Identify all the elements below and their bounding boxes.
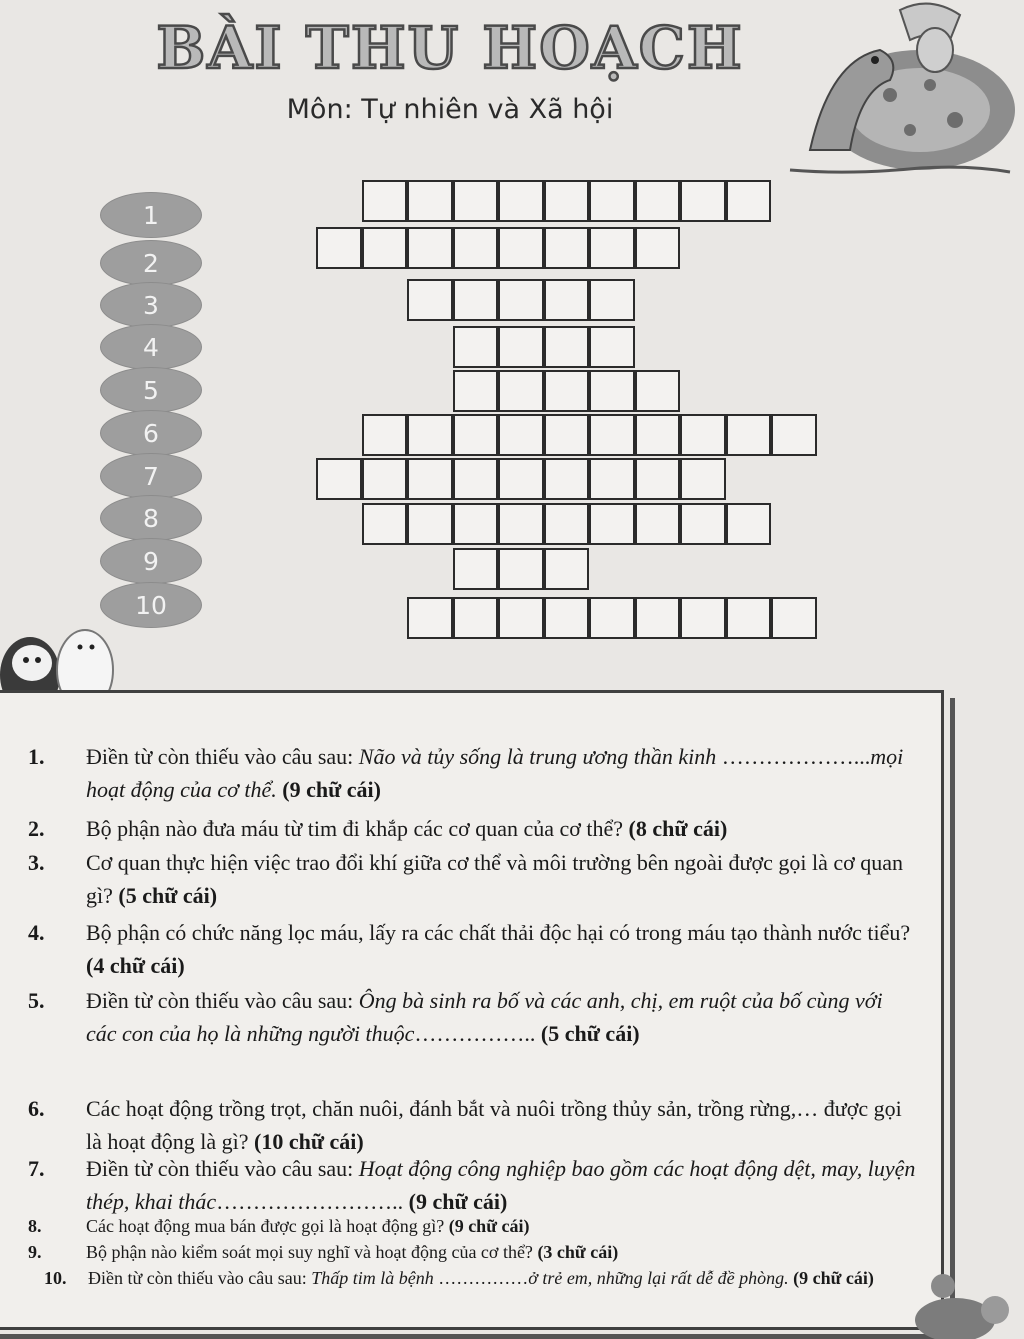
crossword-cell[interactable] [544, 458, 590, 500]
clue-10 [44, 1266, 944, 1314]
crossword-cell[interactable] [407, 458, 453, 500]
dinosaur-illustration [770, 0, 1024, 185]
clue-text-part-a: Cơ quan thực hiện việc trao đổi khí giữa cơ thể và môi trường bên ngoài được gọi là cơ quan gì? [86, 850, 903, 908]
crossword-cell[interactable] [362, 503, 408, 545]
crossword-cell[interactable] [453, 597, 499, 639]
row-number-4: 4 [100, 324, 202, 370]
clue-number: 5. [28, 988, 45, 1013]
clue-text [86, 1214, 916, 1238]
crossword-cell[interactable] [407, 227, 453, 269]
subject-subtitle: Môn: Tự nhiên và Xã hội [286, 94, 614, 125]
crossword-cell[interactable] [680, 180, 726, 222]
row-number-3: 3 [100, 282, 202, 328]
crossword-cell[interactable] [544, 597, 590, 639]
crossword-cell[interactable] [589, 458, 635, 500]
crossword-cell[interactable] [589, 279, 635, 321]
clue-text-part-e: (9 chữ cái) [448, 1216, 530, 1236]
crossword-cell[interactable] [635, 227, 681, 269]
crossword-cell[interactable] [362, 458, 408, 500]
clue-text-part-e: (3 chữ cái) [537, 1242, 619, 1262]
crossword-cell[interactable] [498, 548, 544, 590]
crossword-cell[interactable] [453, 414, 499, 456]
clue-text-part-b: Thấp tim là bệnh [311, 1268, 439, 1288]
clue-text-part-e: (8 chữ cái) [628, 816, 728, 841]
crossword-cell[interactable] [589, 414, 635, 456]
clue-9 [28, 1240, 928, 1264]
clue-6 [28, 1092, 928, 1158]
clue-text-part-a: Các hoạt động mua bán được gọi là hoạt động gì? [86, 1216, 449, 1236]
crossword-cell[interactable] [635, 458, 681, 500]
crossword-cell[interactable] [544, 180, 590, 222]
clue-text-part-a: Bộ phận nào đưa máu từ tim đi khắp các cơ quan của cơ thể? [86, 816, 629, 841]
crossword-cell[interactable] [589, 370, 635, 412]
clue-3 [28, 846, 928, 912]
crossword-cell[interactable] [635, 503, 681, 545]
crossword-cell[interactable] [726, 597, 772, 639]
crossword-cell[interactable] [680, 503, 726, 545]
clue-text [86, 1152, 916, 1218]
clue-text-part-a: Điền từ còn thiếu vào câu sau: [86, 1156, 359, 1181]
clue-number: 2. [28, 816, 45, 841]
crossword-cell[interactable] [407, 180, 453, 222]
clue-text [88, 1266, 928, 1290]
clue-text-part-c: ………………... [721, 744, 871, 769]
clue-text [86, 740, 916, 806]
clue-text-part-d: mọi hoạt động của cơ thể. [86, 744, 904, 802]
crossword-cell[interactable] [453, 180, 499, 222]
clue-text [86, 916, 916, 982]
clue-text [86, 984, 916, 1050]
clue-text [86, 1240, 916, 1264]
crossword-cell[interactable] [589, 326, 635, 368]
clue-number: 6. [28, 1096, 45, 1121]
crossword-cell[interactable] [498, 597, 544, 639]
crossword-cell[interactable] [771, 597, 817, 639]
clue-text [86, 846, 916, 912]
crossword-cell[interactable] [407, 597, 453, 639]
clue-text-part-a: Điền từ còn thiếu vào câu sau: [88, 1268, 312, 1288]
crossword-cell[interactable] [544, 370, 590, 412]
crossword-cell[interactable] [453, 370, 499, 412]
clue-number: 9. [28, 1242, 42, 1262]
clue-text [86, 1092, 916, 1158]
clue-text-part-d: ở trẻ em, những lại rất dễ đề phòng. [528, 1268, 789, 1288]
crossword-cell[interactable] [726, 503, 772, 545]
clue-1 [28, 740, 928, 806]
clue-text-part-c: …………….. [414, 1021, 536, 1046]
crossword-cell[interactable] [498, 503, 544, 545]
row-number-10: 10 [100, 582, 202, 628]
crossword-cell[interactable] [407, 503, 453, 545]
crossword-cell[interactable] [453, 503, 499, 545]
clue-2 [28, 812, 928, 845]
crossword-cell[interactable] [635, 597, 681, 639]
crossword-cell[interactable] [362, 227, 408, 269]
clue-5 [28, 984, 928, 1083]
crossword-cell[interactable] [453, 279, 499, 321]
crossword-cell[interactable] [362, 180, 408, 222]
crossword-cell[interactable] [453, 548, 499, 590]
row-number-1: 1 [100, 192, 202, 238]
worksheet-title: BÀI THU HOẠCH [156, 14, 744, 82]
crossword-cell[interactable] [635, 180, 681, 222]
clue-7 [28, 1152, 928, 1212]
clue-text-part-c: …………… [438, 1268, 529, 1288]
row-number-9: 9 [100, 538, 202, 584]
clue-text-part-c: …………………….. [216, 1189, 404, 1214]
row-number-7: 7 [100, 453, 202, 499]
crossword-cell[interactable] [635, 370, 681, 412]
crossword-cell[interactable] [726, 414, 772, 456]
clue-text-part-e: (5 chữ cái) [535, 1021, 640, 1046]
crossword-cell[interactable] [316, 458, 362, 500]
crossword-cell[interactable] [680, 414, 726, 456]
crossword-cell[interactable] [680, 597, 726, 639]
crossword-cell[interactable] [453, 227, 499, 269]
crossword-cell[interactable] [589, 597, 635, 639]
crossword-cell[interactable] [589, 227, 635, 269]
clue-number: 1. [28, 744, 45, 769]
crossword-cell[interactable] [544, 279, 590, 321]
clue-4 [28, 916, 928, 982]
crossword-cell[interactable] [498, 326, 544, 368]
critter-illustration [905, 1270, 1024, 1339]
clue-number: 8. [28, 1216, 42, 1236]
clue-number: 3. [28, 850, 45, 875]
clue-text-part-a: Các hoạt động trồng trọt, chăn nuôi, đánh bắt và nuôi trồng thủy sản, trồng rừng,… được gọi là hoạt động là gì? [86, 1096, 902, 1154]
crossword-cell[interactable] [316, 227, 362, 269]
clue-text-part-e: (10 chữ cái) [254, 1129, 364, 1154]
crossword-cell[interactable] [498, 227, 544, 269]
clue-text-part-a: Bộ phận nào kiểm soát mọi suy nghĩ và hoạt động của cơ thể? [86, 1242, 538, 1262]
clue-text-part-a: Bộ phận có chức năng lọc máu, lấy ra các chất thải độc hại có trong máu tạo thành nước tiểu? [86, 920, 911, 945]
row-number-8: 8 [100, 495, 202, 541]
crossword-cell[interactable] [544, 503, 590, 545]
clue-text-part-e: (9 chữ cái) [403, 1189, 508, 1214]
crossword-cell[interactable] [453, 326, 499, 368]
crossword-cell[interactable] [544, 326, 590, 368]
crossword-cell[interactable] [544, 414, 590, 456]
crossword-cell[interactable] [726, 180, 772, 222]
crossword-cell[interactable] [407, 414, 453, 456]
clue-text-part-b: Não và tủy sống là trung ương thần kinh [358, 744, 722, 769]
crossword-cell[interactable] [635, 414, 681, 456]
clue-text-part-b: Ông bà sinh ra bố và các anh, chị, em ruột của bố cùng với các con của họ là những người thuộc [86, 988, 883, 1046]
clue-text-part-e: (4 chữ cái) [86, 953, 185, 978]
clue-number: 10. [44, 1268, 67, 1288]
crossword-cell[interactable] [407, 279, 453, 321]
clue-text-part-a: Điền từ còn thiếu vào câu sau: [86, 988, 359, 1013]
clue-number: 4. [28, 920, 45, 945]
crossword-cell[interactable] [771, 414, 817, 456]
crossword-cell[interactable] [453, 458, 499, 500]
crossword-cell[interactable] [589, 503, 635, 545]
crossword-cell[interactable] [498, 279, 544, 321]
clue-text-part-b: Hoạt động công nghiệp bao gồm các hoạt động dệt, may, luyện thép, khai thác [86, 1156, 916, 1214]
crossword-cell[interactable] [498, 414, 544, 456]
crossword-cell[interactable] [589, 180, 635, 222]
crossword-cell[interactable] [362, 414, 408, 456]
clue-text-part-e: (9 chữ cái) [276, 777, 381, 802]
row-number-2: 2 [100, 240, 202, 286]
row-number-5: 5 [100, 367, 202, 413]
crossword-cell[interactable] [498, 370, 544, 412]
clue-number: 7. [28, 1156, 45, 1181]
crossword-cell[interactable] [680, 458, 726, 500]
crossword-cell[interactable] [498, 180, 544, 222]
clue-text-part-e: (9 chữ cái) [788, 1268, 874, 1288]
clue-text [86, 812, 916, 845]
crossword-cell[interactable] [498, 458, 544, 500]
row-number-6: 6 [100, 410, 202, 456]
clue-text-part-a: Điền từ còn thiếu vào câu sau: [86, 744, 359, 769]
clue-text-part-e: (5 chữ cái) [118, 883, 218, 908]
crossword-cell[interactable] [544, 227, 590, 269]
crossword-cell[interactable] [544, 548, 590, 590]
clue-8 [28, 1214, 928, 1238]
